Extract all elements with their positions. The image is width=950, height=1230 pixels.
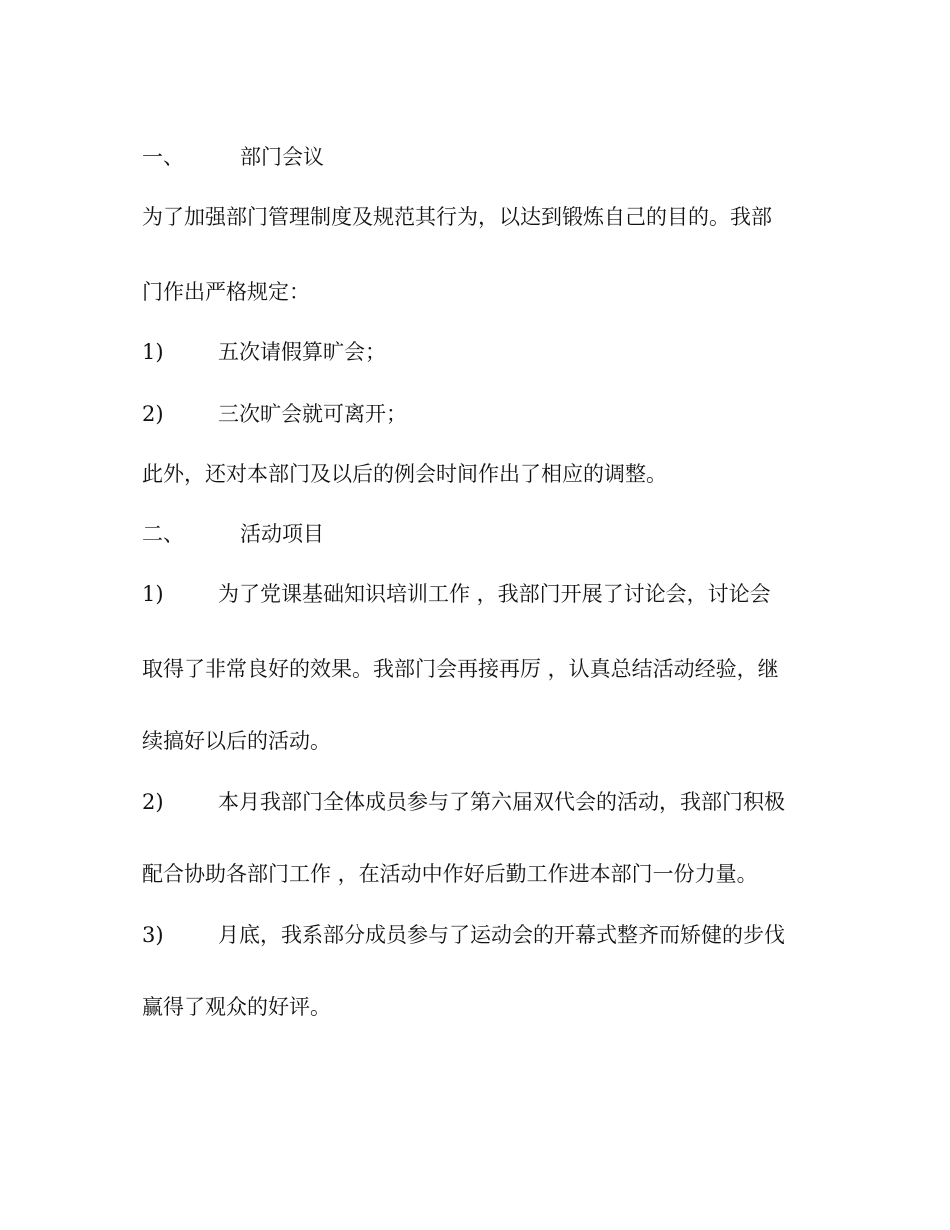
section-1-title: 部门会议 <box>240 145 324 169</box>
section-2-item-1-text-1: 为了党课基础知识培训工作 ，我部门开展了讨论会，讨论会 <box>218 582 771 606</box>
section-1-item-2-text: 三次旷会就可离开； <box>218 402 407 426</box>
section-2-item-3-line-1 <box>142 922 785 948</box>
section-1-intro-line-2: 门作出严格规定： <box>142 280 310 304</box>
section-1-item-1-text: 五次请假算旷会； <box>218 340 386 364</box>
section-1-item-1 <box>142 339 386 365</box>
section-1-closing: 此外，还对本部门及以后的例会时间作出了相应的调整。 <box>142 462 667 486</box>
section-2-marker: 二、 <box>142 522 184 546</box>
section-2-title: 活动项目 <box>240 522 324 546</box>
section-1-item-2 <box>142 401 407 427</box>
section-2-heading <box>142 521 324 547</box>
section-1-heading <box>142 144 324 170</box>
section-2-item-1-marker: 1) <box>142 582 164 606</box>
section-2-item-1-line-3: 续搞好以后的活动。 <box>142 729 331 753</box>
section-2-item-3-marker: 3) <box>142 923 164 947</box>
section-2-item-1-line-1 <box>142 581 771 607</box>
section-2-item-1-line-2: 取得了非常良好的效果。我部门会再接再厉 ，认真总结活动经验，继 <box>142 657 779 681</box>
section-1-item-2-marker: 2) <box>142 402 164 426</box>
section-2-item-3-line-2: 赢得了观众的好评。 <box>142 995 331 1019</box>
section-2-item-2-line-1 <box>142 789 785 815</box>
section-2-item-2-marker: 2) <box>142 790 164 814</box>
section-1-marker: 一、 <box>142 145 184 169</box>
section-2-item-2-text-1: 本月我部门全体成员参与了第六届双代会的活动，我部门积极 <box>218 790 785 814</box>
section-2-item-2-line-2: 配合协助各部门工作 ，在活动中作好后勤工作进本部门一份力量。 <box>142 862 758 886</box>
section-1-intro-line-1: 为了加强部门管理制度及规范其行为，以达到锻炼自己的目的。我部 <box>142 205 772 229</box>
section-2-item-3-text-1: 月底，我系部分成员参与了运动会的开幕式整齐而矫健的步伐 <box>218 923 785 947</box>
section-1-item-1-marker: 1) <box>142 340 164 364</box>
